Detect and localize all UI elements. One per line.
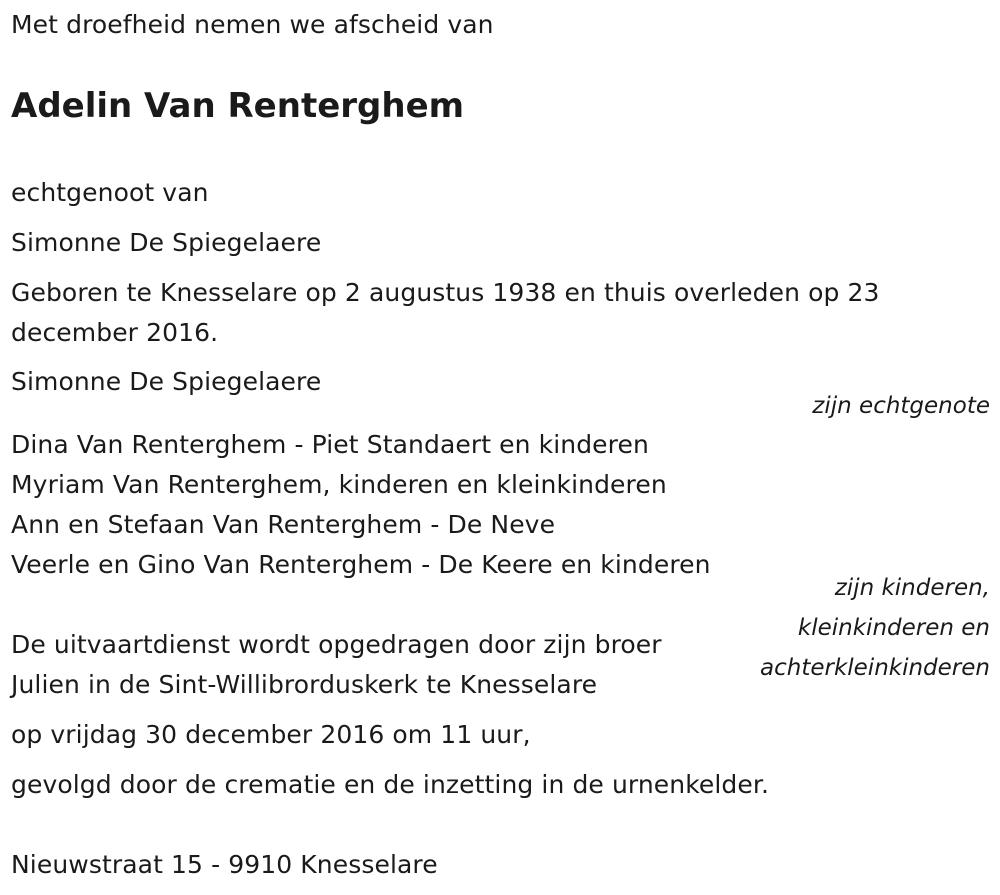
- mourner-spouse: Simonne De Spiegelaere: [11, 367, 322, 396]
- deceased-name: Adelin Van Renterghem: [11, 86, 465, 126]
- birth-death-line-2: december 2016.: [11, 318, 219, 347]
- service-line-1: De uitvaartdienst wordt opgedragen door zijn broer: [11, 630, 662, 659]
- mourner-child: Myriam Van Renterghem, kinderen en kleinkinderen: [11, 470, 667, 499]
- service-line-2: Julien in de Sint-Willibrorduskerk te Knesselare: [11, 670, 598, 699]
- children-role-line: kleinkinderen en: [797, 615, 990, 641]
- spouse-intro: echtgenoot van: [11, 178, 209, 207]
- spouse-name: Simonne De Spiegelaere: [11, 228, 322, 257]
- children-role-line: zijn kinderen,: [834, 575, 990, 601]
- service-date: op vrijdag 30 december 2016 om 11 uur,: [11, 720, 531, 749]
- birth-death-line-1: Geboren te Knesselare op 2 augustus 1938 en thuis overleden op 23: [11, 278, 880, 307]
- children-role-line: achterkleinkinderen: [760, 655, 990, 681]
- mourner-spouse-role: zijn echtgenote: [812, 393, 990, 419]
- mourner-child: Veerle en Gino Van Renterghem - De Keere en kinderen: [11, 550, 711, 579]
- address: Nieuwstraat 15 - 9910 Knesselare: [11, 850, 438, 879]
- mourner-child: Dina Van Renterghem - Piet Standaert en kinderen: [11, 430, 649, 459]
- service-followed: gevolgd door de crematie en de inzetting in de urnenkelder.: [11, 770, 770, 799]
- mourner-child: Ann en Stefaan Van Renterghem - De Neve: [11, 510, 556, 539]
- intro-text: Met droefheid nemen we afscheid van: [11, 10, 494, 39]
